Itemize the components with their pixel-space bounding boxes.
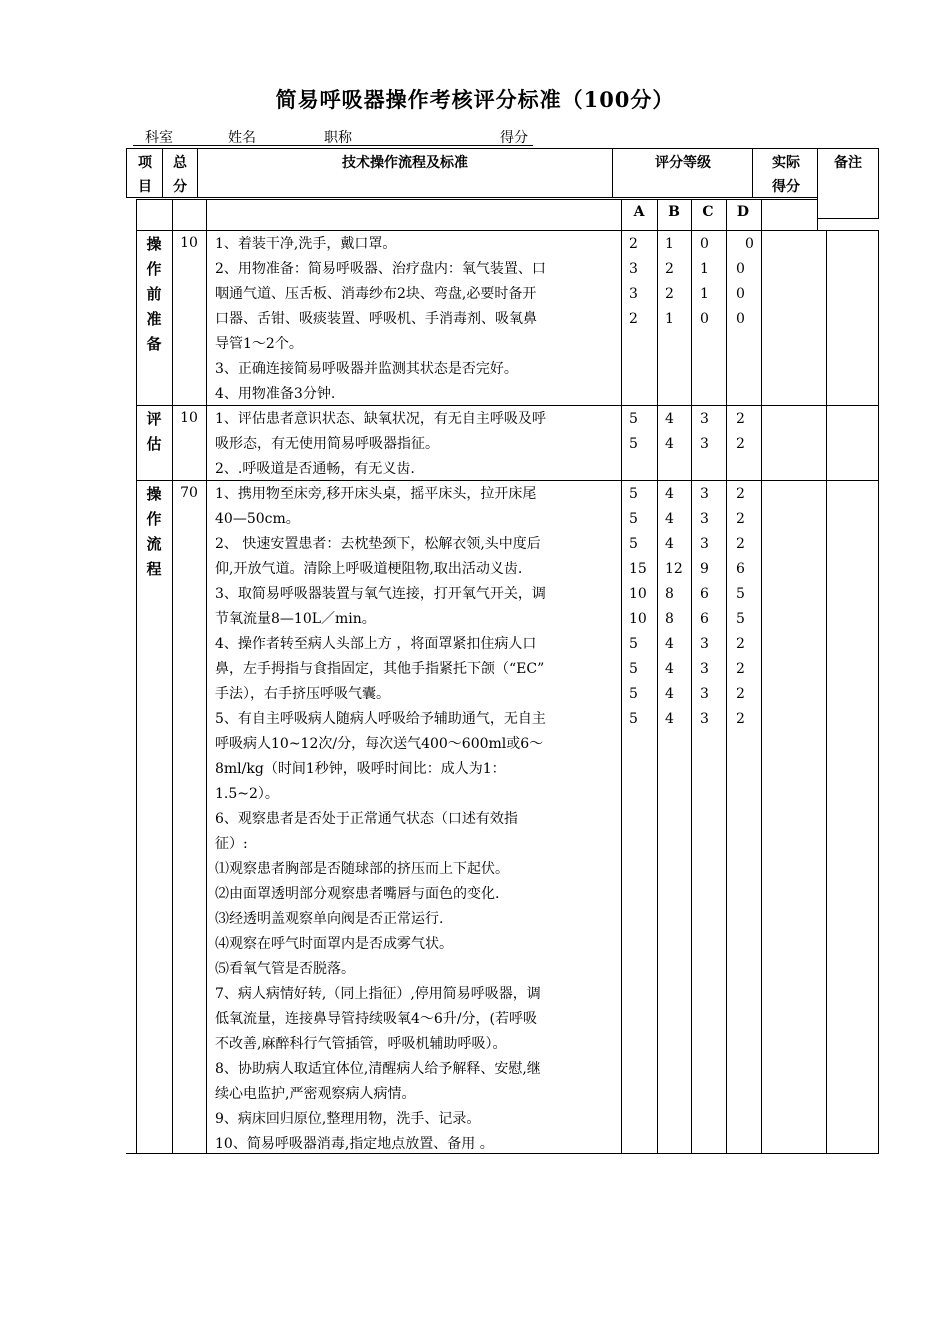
section-process-scores-b: 4 4 4 12 8 8 4 4 4 4	[665, 486, 683, 727]
section-prep-name: 操 作 前 准 备	[146, 235, 162, 353]
section-prep-total: 10	[180, 235, 198, 251]
header-note: 备注	[834, 155, 862, 171]
section-assess-total: 10	[180, 410, 198, 426]
score-label: 得分	[500, 130, 528, 146]
section-assess-scores-d: 2 2	[736, 411, 745, 452]
header-actual: 实际 得分	[772, 155, 800, 195]
section-prep-scores-d: 0 0 0 0	[736, 236, 754, 327]
section-prep-scores-a: 2 3 3 2	[629, 236, 638, 327]
section-prep-scores-b: 1 2 2 1	[665, 236, 674, 327]
section-assess-scores-c: 3 3	[700, 411, 709, 452]
section-prep-scores-c: 0 1 1 0	[700, 236, 709, 327]
header-total: 总 分	[173, 155, 187, 195]
meta-underline	[133, 145, 533, 146]
dept-label: 科室	[145, 130, 173, 146]
header-item: 项 目	[138, 155, 152, 195]
section-process-content: 1、携用物至床旁,移开床头桌，摇平床头，拉开床尾 40—50cm。 2、 快速安置患者：去枕垫颈下，松解衣领,头中度后 仰,开放气道。清除上呼吸道梗阻物,取出活动义齿. 3、取简易呼吸器装置与氧气连接，打开氧气开关，调 节氧流量8—10L／min。 4、操作者转至病人头部上方 ，将面罩紧扣住病人口 鼻，左手拇指与食指固定，其他手指紧托下颌（“EC” 手法），右手挤压呼吸气囊。 5、有自主呼吸病人随病人呼吸给予辅助通气，无自主 呼吸病人10~12次/分，每次送气400～600ml或6～ 8ml/kg（时间1秒钟，吸呼时间比：成人为1： 1.5~2）。 6、观察患者是否处于正常通气状态（口述有效指 征）: ⑴观察患者胸部是否随球部的挤压而上下起伏。 ⑵由面罩透明部分观察患者嘴唇与面色的变化. ⑶经透明盖观察单向阀是否正常运行. ⑷观察在呼气时面罩内是否成雾气状。 ⑸看氧气管是否脱落。 7、病人病情好转,（同上指征）,停用简易呼吸器，调 低氧流量，连接鼻导管持续吸氧4～6升/分，(若呼吸 不改善,麻醉科行气管插管，呼吸机辅助呼吸）。 8、协助病人取适宜体位,清醒病人给予解释、安慰,继 续心电监护,严密观察病人病情。 9、病床回归原位,整理用物，洗手、记录。 10、简易呼吸器消毒,指定地点放置、备用 。	[215, 486, 546, 1152]
grade-c-label: C	[702, 204, 714, 220]
name-label: 姓名	[228, 130, 256, 146]
header-grade: 评分等级	[655, 155, 711, 171]
section-assess-content: 1、评估患者意识状态、缺氧状况，有无自主呼吸及呼 吸形态，有无使用简易呼吸器指征。 2、.呼吸道是否通畅，有无义齿.	[215, 411, 546, 477]
section-process-total: 70	[180, 485, 198, 501]
section-assess-name: 评 估	[146, 410, 162, 453]
section-process-name: 操 作 流 程	[146, 485, 162, 578]
header-process: 技术操作流程及标准	[342, 155, 468, 171]
grade-a-label: A	[633, 204, 645, 220]
section-assess-scores-b: 4 4	[665, 411, 674, 452]
grade-d-label: D	[736, 204, 750, 220]
page-title: 简易呼吸器操作考核评分标准（100分）	[275, 87, 675, 112]
grade-b-label: B	[668, 204, 680, 220]
section-prep-content: 1、着装干净,洗手，戴口罩。 2、用物准备：简易呼吸器、治疗盘内：氧气装置、口 咽通气道、压舌板、消毒纱布2块、弯盘,必要时备开 口器、舌钳、吸痰装置、呼吸机、手消毒剂、吸氧鼻 导管1～2个。 3、正确连接简易呼吸器并监测其状态是否完好。 4、用物准备3分钟.	[215, 236, 546, 402]
section-process-scores-a: 5 5 5 15 10 10 5 5 5 5	[629, 486, 647, 727]
section-assess-scores-a: 5 5	[629, 411, 638, 452]
section-process-scores-d: 2 2 2 6 5 5 2 2 2 2	[736, 486, 745, 727]
section-process-scores-c: 3 3 3 9 6 6 3 3 3 3	[700, 486, 709, 727]
rank-label: 职称	[324, 130, 352, 146]
